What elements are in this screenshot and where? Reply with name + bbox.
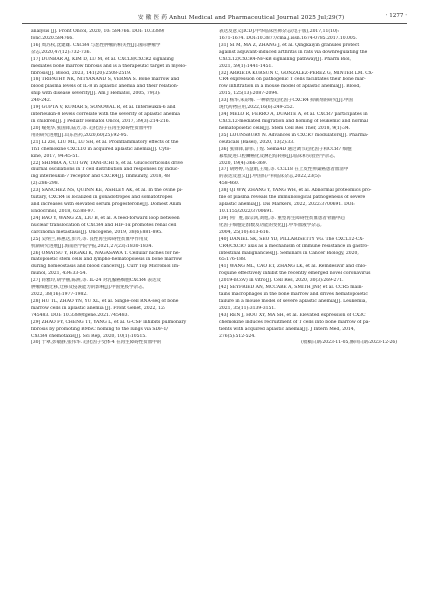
reference-line: nuclear translocation of CXCR4 and HIF-1α promotes renal cell [31,222,177,228]
reference-line: fibrosis[J]. Blood, 2023, 141(20):2508-2519. [31,70,132,76]
reference-line: [30] 于翠,彭敏静,张伟华. 趋化因子受体-4 在再生障碍性贫血中的 [31,340,162,346]
reference-line: CXCR4 chemotaxis[J]. Sci Rep, 2020, 10(1):10515. [31,333,147,339]
reference-line: 2020, 19(4):366-369. [219,160,268,166]
reference-line: fibrosis by promoting BMSC homing to the lungs via SDF-1/ [31,326,168,332]
reference-line: mediates bone marrow fibrosis and is a therapeutic target in myelo- [31,63,187,69]
reference-line: marrow cells in aplastic anemia [J]. Front Genet, 2022, 12: [31,305,166,311]
reference-line: [23] SANCHEZ NS, QUINN KE, ASHLEY AK, et al. In the ovine pi- [31,188,183,194]
reference-line: chemokine induces recruitment of T cells into bone marrow of pa- [219,319,370,325]
reference-line: matopoietic stem cells and lympho-hematopoiesis in bone marrow [31,257,183,263]
reference-line: 肿瘤细胞迁移,迁移及侵袭能力的影响[J].中国免疫学杂志, [31,285,145,291]
reference-line: [43] REN J, HOU XY, MA SH, et al. Elevated expression of CX3C [219,312,366,318]
reference-line: [40] DANIEL SK, SEO YD, PILLARISETTY VG. The CXCL12-CX- [219,236,364,242]
reference-line: 2021, 35(11):3139-3151. [219,305,276,311]
reference-line: ceuticals (Basel), 2020, 13(2):33. [219,139,295,145]
reference-line: ing interleukin-7 receptor and CXCR4[J]. Immunity, 2018, 48 [31,174,170,180]
header-rule [22,23,407,24]
reference-line: failure in a mouse model of severe aplastic anemia[J]. Leukemia, [219,298,367,304]
reference-line: interleukin-8 levels correlate with the severity of aplastic anemia [31,112,180,118]
reference-line: blood plasma levels of IL-8 in aplastic anemia and their relation- [31,84,179,90]
reference-line: [16] 周苏权,沈建雄. CXCR4 与恶性肿瘤的相关性[J].国际肿瘤学 [31,42,161,48]
reference-line: 2015, 125(13):2087-2094. [219,91,279,97]
page-number: · 1277 · [385,13,407,19]
reference-line: 2004, 25(10):613-616. [219,229,270,235]
reference-line: (2):286-298. [31,181,60,187]
reference-line: [22] SHIMBA A, CUI GW, TANI-ICHI S, et al. Glucocorticoids drive [31,160,183,166]
reference-line: 现代药物应用,2022,16(6):249-252. [219,105,295,111]
reference-line: Th1 chemokine CXCL10 in acquired aplastic anemia[J]. Cyto- [31,146,171,152]
reference-line: tains macrophages in the bone marrow and drives hematopoietic [219,292,368,298]
reference-line: [35] LOUNSBURY N. Advances in CXCR7 modulators[J]. Pharma- [219,132,369,138]
reference-line: tuitary, CXCR4 is localized in gonadotropes and somatotropes [31,195,173,201]
reference-line: [28] HU TL, ZHAO YN, YU XL, et al. Single-cell RNA-seq of bone [31,298,179,304]
reference-line: during homeostasis and blood cancers[J]. Curr Top Microbiol Im- [31,264,180,270]
reference-line: [27] 蒋雅玲,胡学丽,陈洲,等. IL-24 对乳腺癌细胞CXCR4 表达及 [31,278,161,284]
reference-line: [21] LI ZH, LIU ML, LU SH, et al. Proinflammatory effects of the [31,139,179,145]
references-left-column [31,29,211,347]
reference-line: [38] QI WW, ZHANG Y, YANG WH, et al. Abnormal proteomics pro- [219,188,372,194]
reference-line: 745483. DOI: 10.3389/fgene.2021.745483. [31,312,129,318]
reference-line: carcinoma metastasis[J]. Oncogene, 2019, 38(6):881-895. [31,229,163,235]
reference-line: analysis [J]. Front Oncol, 2020, 10: 584766. DOI: 10.3389/ [31,29,165,34]
reference-line: 杂志,2020,47(12):732-736. [31,49,91,55]
reference-line: ship with disease severity[J]. Am J Hematol, 2005, 79(3): [31,91,161,97]
reference-line: [36] 张锋锋,薛伟,丁煌. Sema4D 通过调节趋化因子和CCR7 细胞 [219,146,352,152]
reference-line: CXCL12/CXCR4-NF-κB signalling pathway[J]. Pharm Biol, [219,56,351,62]
reference-line: against adjuvant-induced arthritis in rats via downregulating the [219,49,368,55]
reference-line: [17] DUNBAR AJ, KIM D, LU M, et al. CXCL8/CXCR2 signaling [31,56,174,62]
reference-line: 65:176-188. [219,257,247,263]
reference-line: [31] SI M, MA Z, ZHANG J, et al. Qingkaiyin granules protect [219,42,360,48]
reference-line: [20] 喻苑华,张国锋,陆芳,等. 趋化因子在再生障碍性贫血中作 [31,125,153,131]
reference-line: 458-460. [219,181,240,187]
reference-line: aplastic anemia[J]. Dis Markers, 2022, 2022:3700691. DOI: [219,202,355,208]
reference-line: Endocrinol, 2018, 62:88-97. [31,208,95,214]
reference-line: [29] ZHAO FY, CHENG TT, YANG L, et al. G-CSF inhibits pulmonary [31,319,187,325]
running-header [22,13,407,25]
reference-line: roquine effectively inhibit the recently emerged novel coronavirus [219,271,371,277]
reference-line: 的表达及意义[J].中国妇产科临床杂志,2022,23(5): [219,174,322,180]
reference-line: munol, 2021, 434:33-54. [31,271,87,277]
reference-line: row infiltration in a mouse model of aplastic anemia[J]. Blood, [219,84,361,90]
reference-line: diurnal oscillations in T cell distribution and responses by induc- [31,167,179,173]
reference-line: [32] ARRIETA KURSUN C, GONZALEZ-PEREZ G, MINTER LM. CX- [219,70,374,76]
received-date: (收稿日期:2023-11-05,修回日期:2023-12-26) [301,340,397,346]
reference-line: 化因子细胞定群数及功能的变化[J].中华血液学杂志, [219,222,322,228]
reference-line: hematopoietic cells[J]. Stem Cell Res Ther, 2018, 9(1):34. [219,125,351,131]
reference-line: and increases with elevated serum progesterone[J]. Domest Anim [31,202,182,208]
reference-line: tients with acquired aplastic anemia[J]. J Intern Med, 2014, [219,326,356,332]
reference-line: [42] SEYFRIED AN, MCCABE A, SMITH JNP, et al. CCR5 main- [219,285,364,291]
reference-line: in children[J]. J Pediatr Hematol Oncol, 2017, 39(3):214-216. [31,118,171,124]
reference-line: 表达及意义[ICD].中华临床医师杂志(电子版),2017,11(10): [219,29,340,34]
reference-line: 募集促进口腔鳞癌化及淋巴结转移[J].临床和实验医学杂志, [219,153,336,159]
reference-line: 10.1155/2022/3700691. [219,208,274,214]
reference-line: 240-242. [31,98,52,104]
reference-line: CXCL12-mediated migration and homing of leukemic and normal [219,118,368,124]
reference-line: 276(5):512-524. [219,333,256,339]
reference-line: [18] TRIPATHY NK, NITYANAND S, VERMA S. Bone marrow and [31,77,180,83]
reference-line: [24] BAO Y, WANG ZX, LIU B, et al. A feed-forward loop between [31,215,180,221]
references-right-column [219,29,399,347]
reference-line: kine, 2017, 94:45-51. [31,153,80,159]
journal-title: 安 徽 医 药 Anhui Medical and Pharmaceutical Journal 2025 Jul;29(7) [138,15,345,21]
reference-line: file of plasma reveals the immunological pathogenesis of severe [219,195,366,201]
reference-line: [19] GUPTA V, KUMAR S, SONOWAL R, et al. Interleukin-6 and [31,105,176,111]
reference-line: 2021, 59(1):1441-1451. [219,63,273,69]
reference-line: (2019-nCoV) in vitro[J]. Cell Res, 2020, 30(3):269-271. [219,278,344,284]
reference-line: intestinal malignancies[J]. Seminars in Cancer Biology, 2020, [219,250,359,256]
reference-line: CR4/CXCR7 axis as a mechanism of immune resistance in gastro- [219,243,369,249]
reference-line: fonc.2020.584766. [31,35,74,41]
reference-line: 1671-1674. DOI:10.3877/cma.j.issn.1674-0785.2017.10.005. [219,35,358,41]
reference-line: 2022, 38(16):1977-1982. [31,292,88,298]
reference-line: [26] OMATSU Y, HIGAKI K, NAGASAWA T. Cellular niches for he- [31,250,181,256]
reference-line: [39] 何广胜,邵宗鸿,刘旭,等. 重型再生障碍性贫血患者骨髓中趋 [219,215,345,221]
reference-line: CR4 expression on pathogenic T cells facilitates their bone mar- [219,77,366,83]
reference-line: 机制研究进展[J].海南医学院学报,2021,27(23):1830-1834. [31,243,153,249]
reference-line: [37] 胡婷婷,马慧娟,王娟,等. CCL18 在上皮性卵巢癌患者血清中 [219,167,349,173]
reference-line: [34] MELO R, FERRO A, DUARTE A, et al. CXCR7 participates in [219,112,368,118]
reference-line: [41] WANG ML, CAO ET, ZHANG LK, et al. Remdesivir and chlo- [219,264,367,270]
reference-line: [25] 吴纳兰,韩惠达,彭兴,等. 良性再生障碍性贫血中作用及 [31,236,148,242]
reference-line: 用的研究进展[J].山东医药,2020,60(25):92-95. [31,132,128,138]
reference-line: [33] 杨华,朱彩梅. 一种新型趋化因子CXCR4 抑制剂的研究[J].中国 [219,98,353,104]
